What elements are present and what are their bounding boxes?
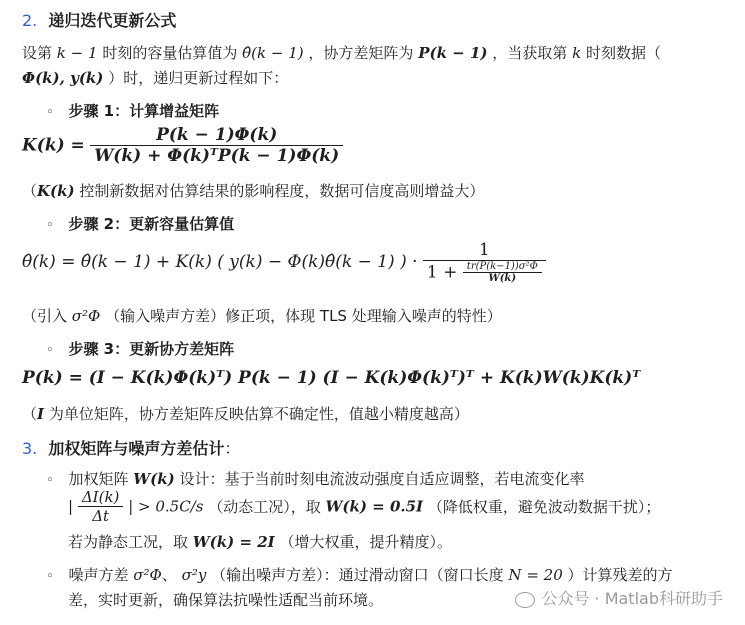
abs-bar: |	[68, 497, 74, 516]
math-inline: P(k − 1)	[418, 44, 488, 62]
bullet-text: 若为静态工况，取	[68, 533, 189, 551]
wechat-icon	[515, 592, 535, 608]
bullet1-line3	[68, 531, 452, 552]
watermark-text: 公众号 · Matlab科研助手	[541, 589, 723, 608]
bullet-icon: ◦	[46, 218, 54, 233]
bullet-text: ）计算残差的方	[567, 566, 673, 584]
inner-denominator: W(k)	[463, 272, 542, 284]
note-text: （输入噪声方差）修正项，体现 TLS 处理输入噪声的特性）	[105, 307, 502, 325]
bullet-text: 差，实时更新，确保算法抗噪性适配当前环境。	[68, 591, 384, 609]
section2-title: 递归迭代更新公式	[48, 11, 177, 30]
section2-heading	[22, 8, 176, 31]
section3-title: 加权矩阵与噪声方差估计	[48, 439, 225, 458]
math-inline: σ²Φ	[133, 566, 162, 584]
section2-intro-line1	[22, 42, 661, 63]
step2-title: 步骤 2：更新容量估算值	[68, 215, 235, 233]
section2-intro-line2	[22, 67, 288, 88]
theta-frac-den-prefix: 1 +	[426, 262, 458, 283]
gain-lhs: K(k) =	[22, 135, 85, 156]
note-text: （引入	[22, 307, 68, 325]
inner-numerator: tr(P(k−1))σ²Φ	[466, 261, 538, 272]
bullet1-line2	[68, 488, 660, 525]
math-inline: σ²Φ	[71, 307, 101, 325]
step1-title: 步骤 1：计算增益矩阵	[68, 102, 220, 120]
section2-number: 2.	[22, 11, 38, 30]
theta-equation	[22, 240, 546, 284]
intro-text: 时刻数据（	[585, 44, 661, 62]
watermark	[515, 586, 723, 609]
gain-numerator: P(k − 1)Φ(k)	[156, 125, 278, 145]
current-rate-fraction	[78, 488, 124, 525]
rate-numerator: ΔI(k)	[81, 488, 120, 506]
section3-colon: ：	[224, 439, 241, 458]
math-inline: Φ(k), y(k)	[22, 69, 104, 87]
bullet-icon: ◦	[46, 105, 54, 120]
covariance-update: P(k) = (I − K(k)Φ(k)ᵀ) P(k − 1) (I − K(k)Φ(k)ᵀ)ᵀ + K(k)W(k)K(k)ᵀ	[22, 368, 641, 388]
theta-inner-fraction	[463, 261, 542, 284]
bullet-text: （输出噪声方差）：通过滑动窗口（窗口长度	[211, 566, 504, 584]
bullet-text: （降低权重，避免波动数据干扰）；	[427, 498, 661, 516]
bullet1-line1	[46, 468, 584, 489]
bullet-text: 加权矩阵	[68, 470, 129, 488]
step1-heading	[46, 100, 219, 121]
bullet2-line1	[46, 564, 673, 585]
intro-text: ）时，递归更新过程如下：	[108, 69, 289, 87]
note-text: （	[22, 182, 38, 200]
rate-threshold: | > 0.5C/s	[128, 497, 204, 516]
intro-text: ，协方差矩阵为	[308, 44, 414, 62]
covariance-equation	[22, 368, 640, 388]
gain-denominator: W(k) + Φ(k)ᵀP(k − 1)Φ(k)	[90, 145, 343, 166]
bullet-icon: ◦	[46, 473, 54, 488]
note-text: 控制新数据对估算结果的影响程度，数据可信度高则增益大）	[79, 182, 485, 200]
intro-text: 时刻的容量估算值为	[102, 44, 238, 62]
intro-text: 设第	[22, 44, 53, 62]
step1-note	[22, 180, 484, 201]
math-inline: σ²y	[181, 566, 207, 584]
math-inline: W(k) = 2I	[192, 533, 275, 551]
step3-note	[22, 403, 469, 424]
step2-note	[22, 305, 502, 326]
math-inline: N = 20	[508, 566, 563, 584]
bullet-text: 、	[161, 566, 177, 584]
bullet-text: （动态工况），取	[208, 498, 321, 516]
theta-frac-denominator	[423, 260, 546, 284]
bullet2-line2	[68, 589, 383, 610]
bullet-icon: ◦	[46, 569, 54, 584]
step3-title: 步骤 3：更新协方差矩阵	[68, 340, 235, 358]
math-inline: k − 1	[56, 44, 98, 62]
bullet-icon: ◦	[46, 343, 54, 358]
intro-text: ，当获取第	[492, 44, 568, 62]
math-inline: I	[37, 405, 45, 423]
math-inline: k	[572, 44, 582, 62]
math-inline: θ̂(k − 1)	[242, 44, 304, 62]
note-text: 为单位矩阵，协方差矩阵反映估算不确定性，值越小精度越高）	[48, 405, 469, 423]
theta-frac-numerator: 1	[478, 240, 490, 260]
gain-fraction	[90, 125, 343, 166]
bullet-text: （增大权重，提升精度）。	[279, 533, 452, 551]
section3-number: 3.	[22, 439, 38, 458]
math-inline: W(k)	[133, 470, 175, 488]
theta-update-lhs: θ̂(k) = θ̂(k − 1) + K(k) ( y(k) − Φ(k)θ̂(k − 1) ) ·	[22, 252, 418, 272]
rate-denominator: Δt	[78, 506, 124, 525]
math-inline: K(k)	[37, 182, 75, 200]
step2-heading	[46, 213, 234, 234]
gain-equation	[22, 125, 343, 166]
bullet-text: 噪声方差	[68, 566, 129, 584]
note-text: （	[22, 405, 38, 423]
theta-fraction	[423, 240, 546, 284]
section3-heading	[22, 436, 240, 459]
bullet-text: 设计：基于当前时刻电流波动强度自适应调整，若电流变化率	[179, 470, 585, 488]
step3-heading	[46, 338, 234, 359]
math-inline: W(k) = 0.5I	[325, 497, 424, 516]
